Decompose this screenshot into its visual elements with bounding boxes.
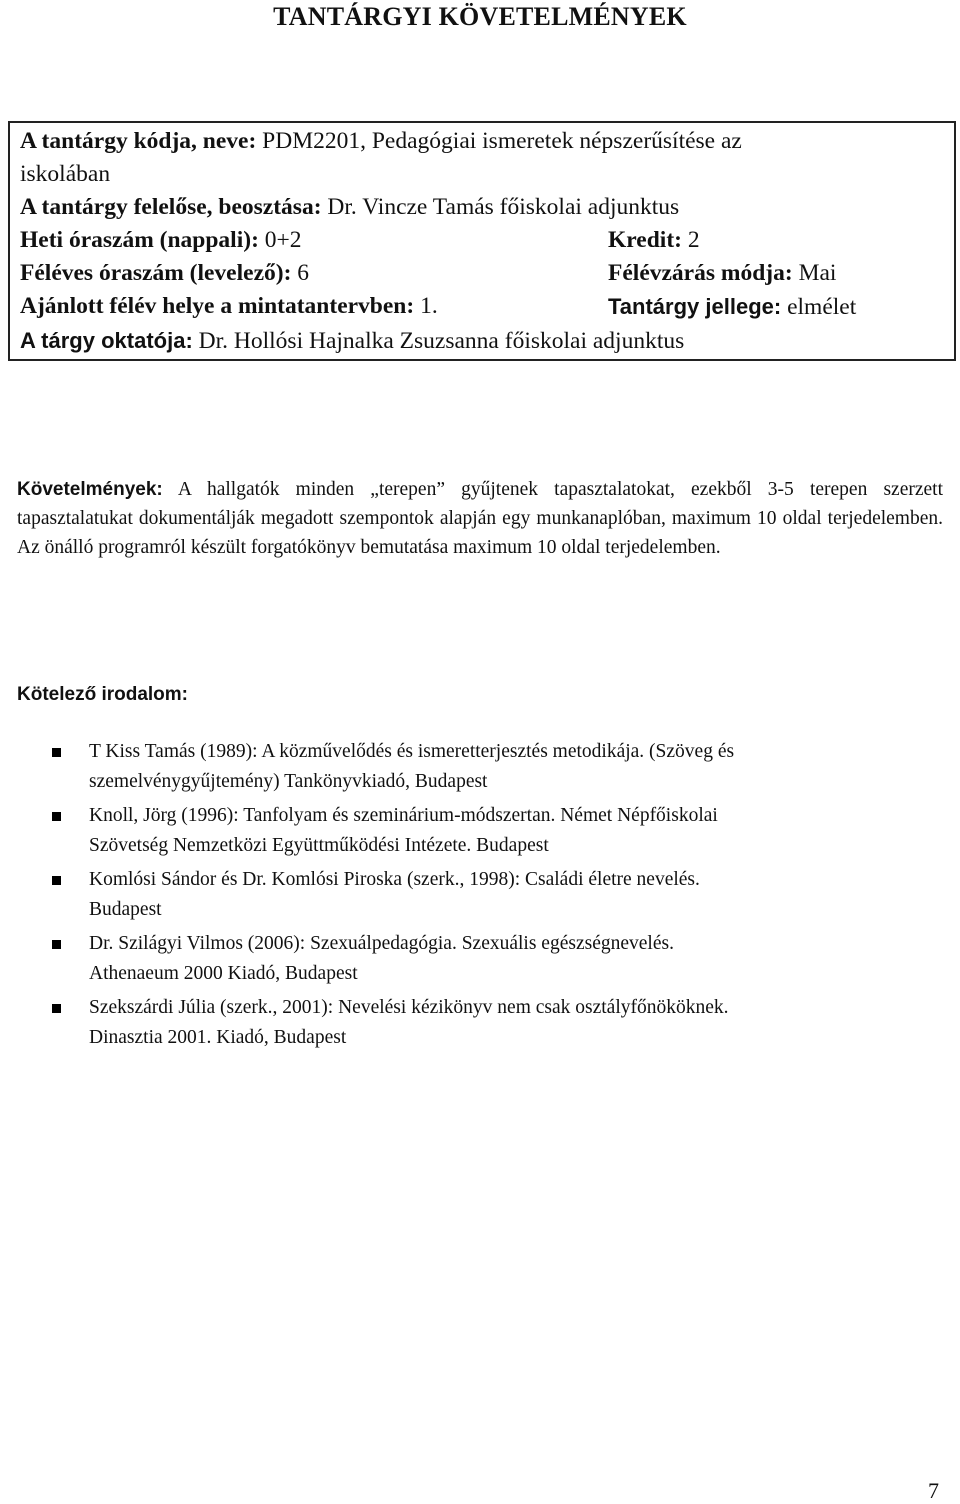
literature-item-line: Athenaeum 2000 Kiadó, Budapest [89,962,358,984]
literature-item-line: Knoll, Jörg (1996): Tanfolyam és szeminárium-módszertan. Német Népfőiskolai [89,805,718,826]
responsible-label: A tantárgy felelőse, beosztása: [20,194,322,220]
requirements-text: A hallgatók minden „terepen” gyűjtenek tapasztalatokat, ezekből 3-5 terepen szerzett tapasztalatukat dokumentálják megadott szempontok alapján egy munkanaplóban, maximum 10 oldal terjedelemben. Az önálló programról készült forgatókönyv bemutatása maximum 10 oldal terjedelemben. [17,479,943,558]
instructor-label: A tárgy oktatója: [20,328,193,353]
literature-item-line: Budapest [89,898,162,920]
literature-item-line: Komlósi Sándor és Dr. Komlósi Piroska (szerk., 1998): Családi életre nevelés. [89,869,700,890]
closing-row [608,259,836,287]
literature-item-line: Szövetség Nemzetközi Együttműködési Intézete. Budapest [89,834,549,856]
requirements-paragraph [17,475,943,562]
responsible-row [20,193,679,221]
course-nature-row [608,293,856,321]
square-bullet-icon [52,940,61,949]
requirements-label: Követelmények: [17,479,163,500]
literature-item [52,993,932,1052]
square-bullet-icon [52,812,61,821]
square-bullet-icon [52,748,61,757]
credit-row [608,226,700,254]
literature-item [52,929,932,988]
literature-item-line: Dinasztia 2001. Kiadó, Budapest [89,1026,347,1048]
literature-item-line: T Kiss Tamás (1989): A közművelődés és ismeretterjesztés metodikája. (Szöveg és [89,741,735,762]
square-bullet-icon [52,876,61,885]
responsible-value: Dr. Vincze Tamás főiskolai adjunktus [327,194,680,220]
weekly-hours-value: 0+2 [264,227,302,253]
closing-label: Félévzárás módja: [608,260,793,286]
semester-hours-value: 6 [297,260,310,286]
course-nature-label: Tantárgy jellege: [608,294,782,319]
literature-item-line: Dr. Szilágyi Vilmos (2006): Szexuálpedagógia. Szexuális egészségnevelés. [89,933,674,954]
course-nature-value: elmélet [787,294,857,320]
page-title: TANTÁRGYI KÖVETELMÉNYEK [273,2,687,31]
course-code-value-cont: iskolában [20,161,111,187]
semester-hours-label: Féléves óraszám (levelező): [20,260,292,286]
page-number: 7 [928,1478,939,1503]
literature-heading: Kötelező irodalom: [17,684,189,705]
literature-item-line: szemelvénygyűjtemény) Tankönyvkiadó, Budapest [89,770,488,792]
literature-item [52,801,932,860]
course-code-row [20,127,742,155]
credit-label: Kredit: [608,227,682,253]
semester-hours-row [20,259,309,287]
credit-value: 2 [687,227,700,253]
recommended-semester-label: Ajánlott félév helye a mintatantervben: [20,293,415,319]
closing-value: Mai [798,260,837,286]
course-code-row-cont [20,160,110,188]
course-code-label: A tantárgy kódja, neve: [20,128,257,154]
recommended-semester-row [20,292,438,320]
literature-item [52,737,932,796]
instructor-value: Dr. Hollósi Hajnalka Zsuzsanna főiskolai adjunktus [198,328,685,354]
literature-list [52,737,932,1057]
weekly-hours-row [20,226,302,254]
course-info-box [8,121,956,361]
square-bullet-icon [52,1004,61,1013]
weekly-hours-label: Heti óraszám (nappali): [20,227,259,253]
instructor-row [20,327,684,355]
recommended-semester-value: 1. [420,293,438,319]
literature-item-line: Szekszárdi Júlia (szerk., 2001): Nevelési kézikönyv nem csak osztályfőnököknek. [89,997,729,1018]
course-code-value: PDM2201, Pedagógiai ismeretek népszerűsítése az [262,128,742,154]
literature-item [52,865,932,924]
